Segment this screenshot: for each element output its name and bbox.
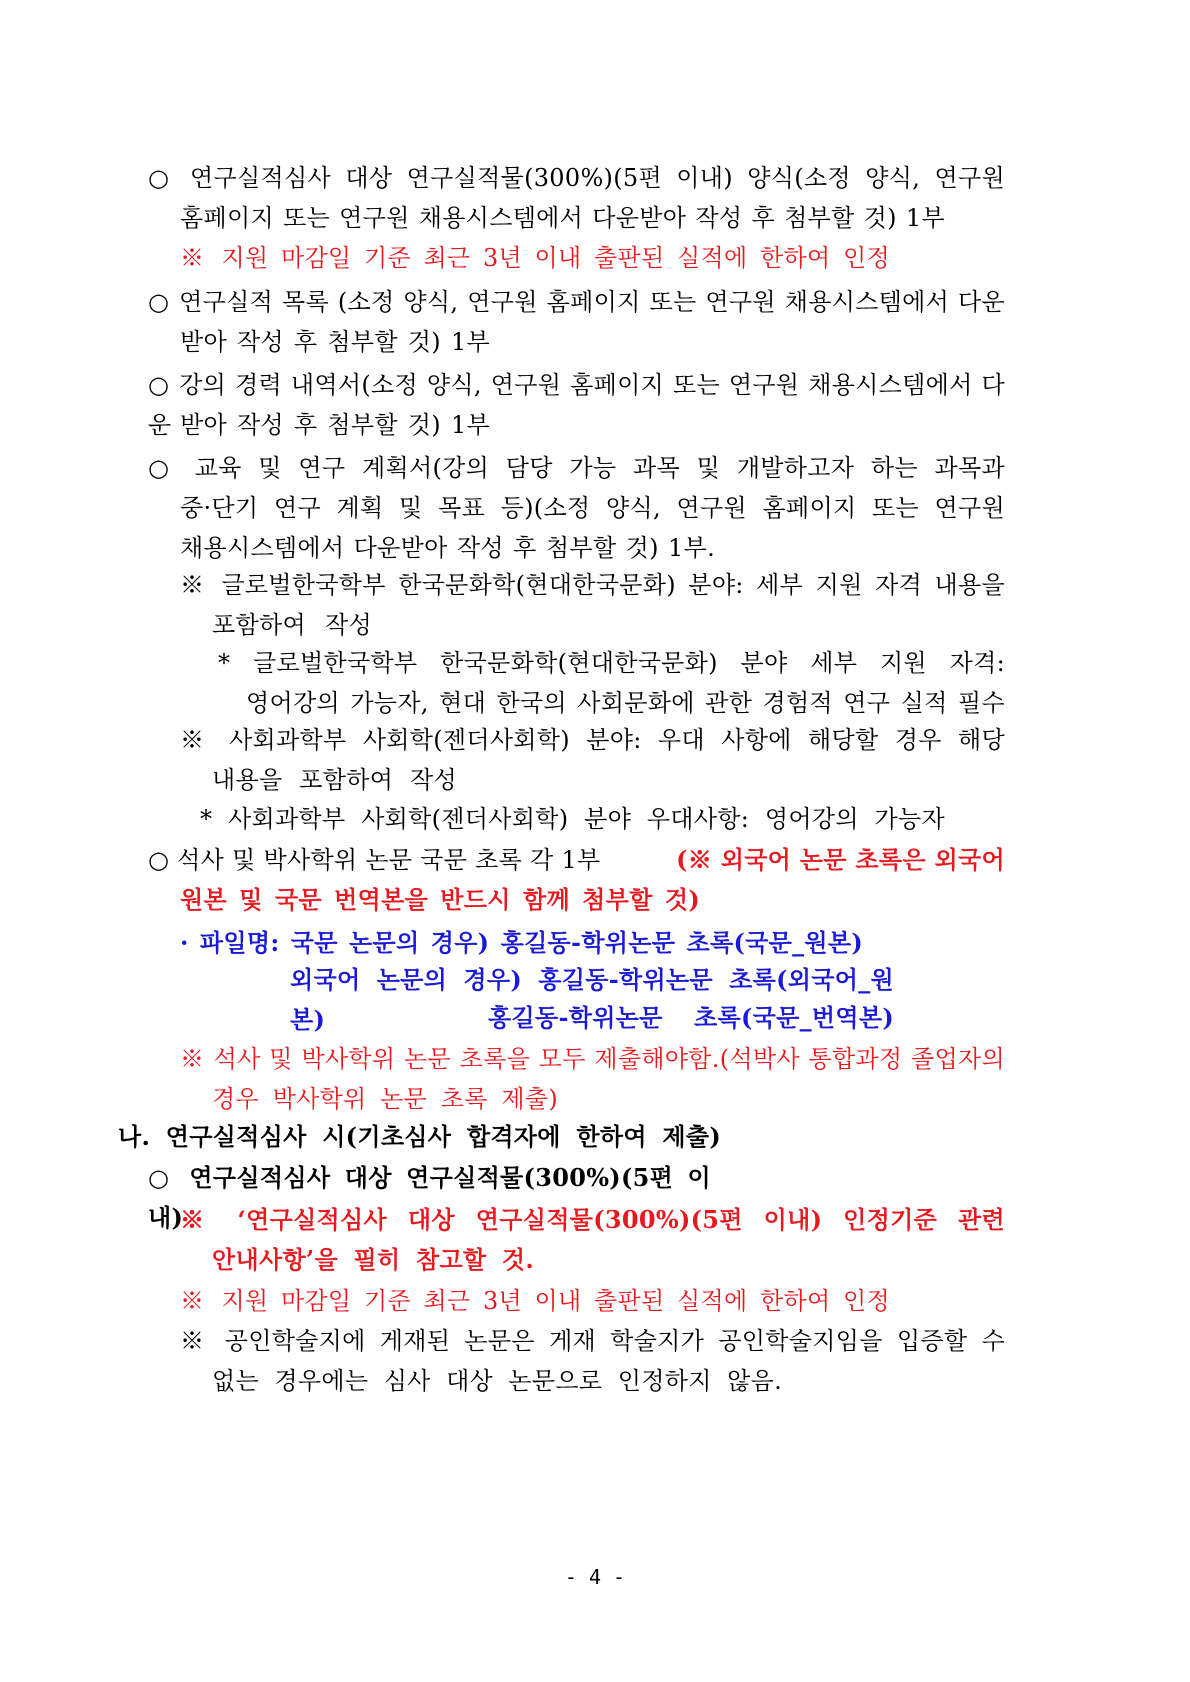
bullet-education-plan-cont2: 채용시스템에서 다운받아 작성 후 첨부할 것) 1부. xyxy=(180,534,715,562)
bullet-thesis-abstract-text: ○ 석사 및 박사학위 논문 국문 초록 각 1부 xyxy=(148,846,601,874)
note-global-korean-studies: ※ 글로벌한국학부 한국문화학(현대한국문화) 분야: 세부 지원 자격 내용을 xyxy=(180,571,1005,599)
bullet-research-output-form: ○ 연구실적심사 대상 연구실적물(300%)(5편 이내) 양식(소정 양식, 연구원 xyxy=(148,164,1005,192)
sub-global-korean-qualification: * 글로벌한국학부 한국문화학(현대한국문화) 분야 세부 지원 자격: xyxy=(218,649,1005,677)
note-social-science: ※ 사회과학부 사회학(젠더사회학) 분야: 우대 사항에 해당할 경우 해당 xyxy=(180,726,1005,754)
note-global-korean-studies-cont: 포함하여 작성 xyxy=(212,611,372,639)
note-foreign-abstract: (※ 외국어 논문 초록은 외국어 xyxy=(676,845,1005,874)
page-number: - 4 - xyxy=(564,1565,626,1589)
note-foreign-abstract-cont: 원본 및 국문 번역본을 반드시 함께 첨부할 것) xyxy=(180,885,700,914)
bullet-research-output-form-cont: 홈페이지 또는 연구원 채용시스템에서 다운받아 작성 후 첨부할 것) 1부 xyxy=(180,204,945,232)
note-accredited-journal: ※ 공인학술지에 게재된 논문은 게재 학술지가 공인학술지임을 입증할 수 xyxy=(180,1327,1005,1355)
note-recent-3-years-2: ※ 지원 마감일 기준 최근 3년 이내 출판된 실적에 한하여 인정 xyxy=(180,1287,890,1315)
section-heading-na: 나. 연구실적심사 시(기초심사 합격자에 한하여 제출) xyxy=(118,1122,721,1151)
note-recognition-criteria: ※ ‘연구실적심사 대상 연구실적물(300%)(5편 이내) 인정기준 관련 xyxy=(180,1205,1005,1234)
bullet-research-list-cont: 받아 작성 후 첨부할 것) 1부 xyxy=(180,328,490,356)
note-recognition-criteria-cont: 안내사항’을 필히 참고할 것. xyxy=(212,1245,534,1274)
note-submit-all-abstracts-cont: 경우 박사학위 논문 초록 제출) xyxy=(212,1085,558,1113)
file-name-korean: · 파일명: 국문 논문의 경우) 홍길동-학위논문 초록(국문_원본) xyxy=(180,928,863,957)
note-recent-3-years: ※ 지원 마감일 기준 최근 3년 이내 출판된 실적에 한하여 인정 xyxy=(180,244,890,272)
sub-social-science-preference: * 사회과학부 사회학(젠더사회학) 분야 우대사항: 영어강의 가능자 xyxy=(200,805,945,833)
file-name-foreign: 외국어 논문의 경우) 홍길동-학위논문 초록(외국어_원본) xyxy=(290,965,894,1034)
file-name-translation: 홍길동-학위논문 초록(국문_번역본) xyxy=(488,1003,894,1032)
bullet-lecture-history-cont: 받아 작성 후 첨부할 것) 1부 xyxy=(180,411,490,439)
bullet-lecture-history: ○ 강의 경력 내역서(소정 양식, 연구원 홈페이지 또는 연구원 채용시스템에서 다운 xyxy=(148,371,1005,439)
bullet-education-plan-cont1: 중·단기 연구 계획 및 목표 등)(소정 양식, 연구원 홈페이지 또는 연구원 xyxy=(180,494,1005,522)
bullet-research-list: ○ 연구실적 목록 (소정 양식, 연구원 홈페이지 또는 연구원 채용시스템에서 다운 xyxy=(148,288,1005,316)
sub-global-korean-qualification-cont: 영어강의 가능자, 현대 한국의 사회문화에 관한 경험적 연구 실적 필수 xyxy=(246,689,1005,717)
bullet-thesis-abstract xyxy=(148,840,1005,880)
bullet-research-output: ○ 연구실적심사 대상 연구실적물(300%)(5편 이내) xyxy=(148,1163,711,1232)
bullet-education-plan: ○ 교육 및 연구 계획서(강의 담당 가능 과목 및 개발하고자 하는 과목과 xyxy=(148,454,1005,482)
note-social-science-cont: 내용을 포함하여 작성 xyxy=(212,766,457,794)
note-accredited-journal-cont: 없는 경우에는 심사 대상 논문으로 인정하지 않음. xyxy=(212,1367,782,1395)
note-submit-all-abstracts: ※ 석사 및 박사학위 논문 초록을 모두 제출해야함.(석박사 통합과정 졸업자의 xyxy=(180,1045,1005,1073)
